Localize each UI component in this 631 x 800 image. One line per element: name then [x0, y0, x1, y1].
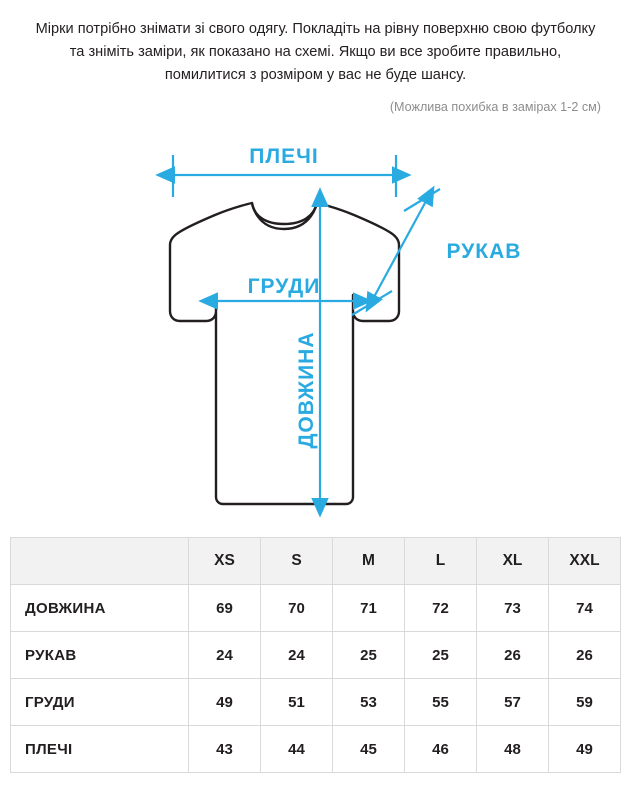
column-header-xl: XL: [477, 538, 549, 585]
cell-shoulders-xxl: 49: [549, 726, 621, 773]
label-sleeve: РУКАВ: [446, 240, 522, 263]
table-corner-cell: [11, 538, 189, 585]
cell-chest-m: 53: [333, 679, 405, 726]
row-label-length: ДОВЖИНА: [11, 585, 189, 632]
cell-shoulders-m: 45: [333, 726, 405, 773]
cell-length-xl: 73: [477, 585, 549, 632]
column-header-xxl: XXL: [549, 538, 621, 585]
column-header-m: M: [333, 538, 405, 585]
cell-sleeve-l: 25: [405, 632, 477, 679]
cell-sleeve-xxl: 26: [549, 632, 621, 679]
cell-chest-s: 51: [261, 679, 333, 726]
cell-length-m: 71: [333, 585, 405, 632]
cell-length-xs: 69: [189, 585, 261, 632]
tshirt-measurement-diagram: [0, 125, 631, 525]
cell-sleeve-xl: 26: [477, 632, 549, 679]
table-row: [11, 632, 621, 679]
cell-shoulders-xs: 43: [189, 726, 261, 773]
table-header-row: [11, 538, 621, 585]
table-row: [11, 585, 621, 632]
label-chest: ГРУДИ: [247, 275, 321, 298]
size-table-head: [11, 538, 621, 585]
column-header-l: L: [405, 538, 477, 585]
cell-sleeve-m: 25: [333, 632, 405, 679]
cell-shoulders-xl: 48: [477, 726, 549, 773]
row-label-shoulders: ПЛЕЧІ: [11, 726, 189, 773]
cell-length-xxl: 74: [549, 585, 621, 632]
table-row: [11, 679, 621, 726]
cell-length-l: 72: [405, 585, 477, 632]
cell-shoulders-l: 46: [405, 726, 477, 773]
column-header-s: S: [261, 538, 333, 585]
row-label-sleeve: РУКАВ: [11, 632, 189, 679]
size-table: [10, 537, 621, 773]
cell-chest-l: 55: [405, 679, 477, 726]
cell-sleeve-s: 24: [261, 632, 333, 679]
cell-chest-xxl: 59: [549, 679, 621, 726]
table-row: [11, 726, 621, 773]
cell-shoulders-s: 44: [261, 726, 333, 773]
cell-chest-xs: 49: [189, 679, 261, 726]
size-table-body: [11, 585, 621, 773]
cell-chest-xl: 57: [477, 679, 549, 726]
label-shoulders: ПЛЕЧІ: [249, 145, 319, 168]
cell-sleeve-xs: 24: [189, 632, 261, 679]
label-length: ДОВЖИНА: [295, 331, 318, 449]
cell-length-s: 70: [261, 585, 333, 632]
size-table-container: [10, 537, 621, 773]
column-header-xs: XS: [189, 538, 261, 585]
intro-note: (Можлива похибка в замірах 1-2 см): [389, 100, 601, 114]
intro-text: Мірки потрібно знімати зі свого одягу. Покладіть на рівну поверхню свою футболку та зніміть заміри, як показано на схемі. Якщо ви все зробите правильно, помилитися з розміром у вас не буде шансу.: [35, 21, 596, 83]
row-label-chest: ГРУДИ: [11, 679, 189, 726]
